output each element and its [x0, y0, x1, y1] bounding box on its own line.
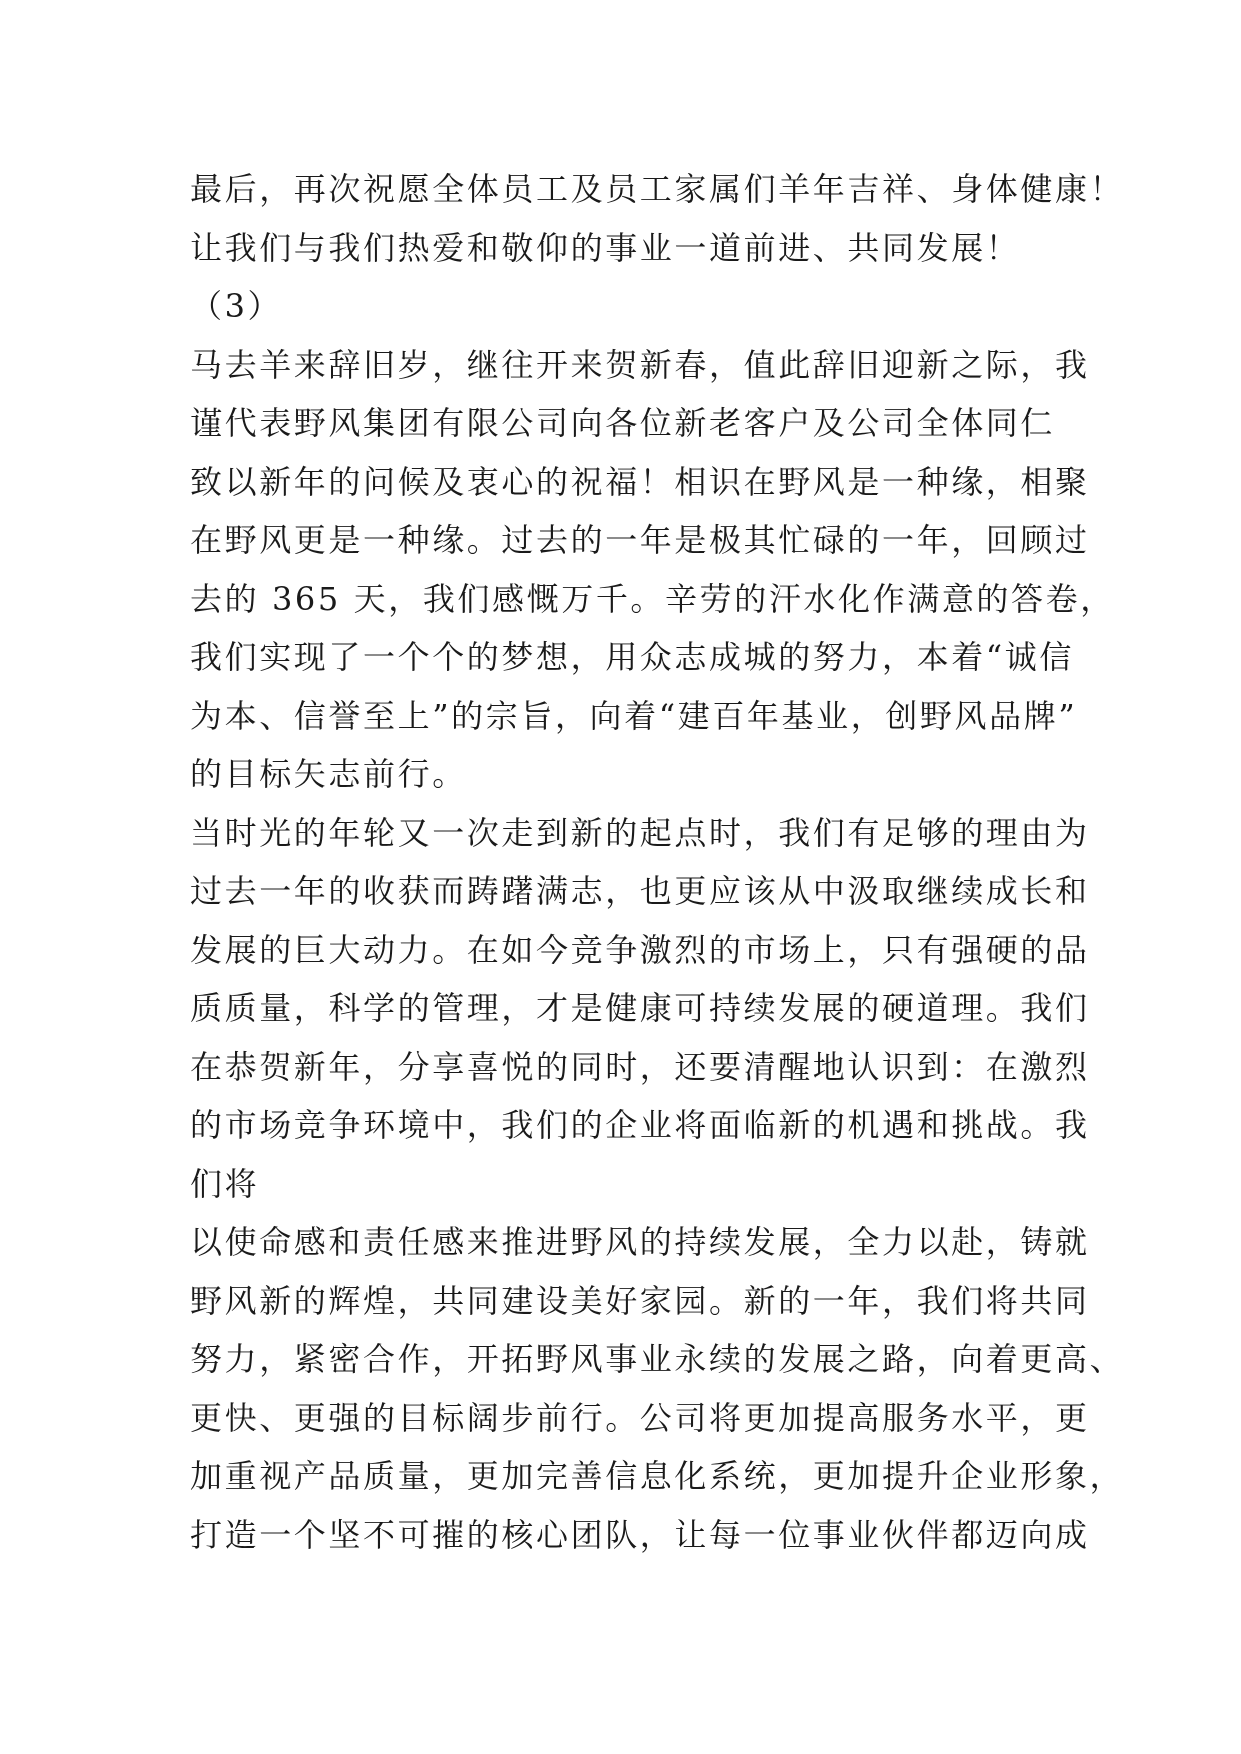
text-line: 加重视产品质量，更加完善信息化系统，更加提升企业形象，	[190, 1457, 1125, 1495]
text-line: 马去羊来辞旧岁，继往开来贺新春，值此辞旧迎新之际，我	[190, 345, 1090, 384]
text-line: 最后，再次祝愿全体员工及员工家属们羊年吉祥、身体健康！	[190, 170, 1125, 208]
text-line: 为本、信誉至上”的宗旨，向着“建百年基业，创野风品牌”	[190, 696, 1078, 735]
body-text	[190, 160, 1125, 1564]
text-line: 发展的巨大动力。在如今竞争激烈的市场上，只有强硬的品	[190, 930, 1090, 969]
section-number: （3）	[190, 287, 283, 325]
text-line: 过去一年的收获而踌躇满志，也更应该从中汲取继续成长和	[190, 872, 1090, 910]
text-line: 努力，紧密合作，开拓野风事业永续的发展之路，向着更高、	[190, 1340, 1125, 1378]
text-line: 们将	[190, 1164, 260, 1203]
text-line: 我们实现了一个个的梦想，用众志成城的努力，本着“诚信	[190, 638, 1074, 676]
text-line: 的目标矢志前行。	[190, 755, 467, 793]
text-line: 让我们与我们热爱和敬仰的事业一道前进、共同发展！	[190, 228, 1021, 267]
text-line: 在恭贺新年，分享喜悦的同时，还要清醒地认识到：在激烈	[190, 1047, 1090, 1086]
text-line: 野风新的辉煌，共同建设美好家园。新的一年，我们将共同	[190, 1281, 1090, 1320]
text-line: 更快、更强的目标阔步前行。公司将更加提高服务水平，更	[190, 1398, 1090, 1437]
text-line: 去的 365 天，我们感慨万千。辛劳的汗水化作满意的答卷，	[190, 579, 1115, 618]
text-line: 的市场竞争环境中，我们的企业将面临新的机遇和挑战。我	[190, 1106, 1090, 1144]
text-line: 当时光的年轮又一次走到新的起点时，我们有足够的理由为	[190, 813, 1090, 852]
text-line: 质质量，科学的管理，才是健康可持续发展的硬道理。我们	[190, 989, 1090, 1027]
text-line: 打造一个坚不可摧的核心团队，让每一位事业伙伴都迈向成	[190, 1515, 1090, 1554]
text-line: 谨代表野风集团有限公司向各位新老客户及公司全体同仁	[190, 404, 1056, 442]
text-line: 致以新年的问候及衷心的祝福！相识在野风是一种缘，相聚	[190, 462, 1090, 501]
text-line: 以使命感和责任感来推进野风的持续发展，全力以赴，铸就	[190, 1223, 1090, 1261]
text-line: 在野风更是一种缘。过去的一年是极其忙碌的一年，回顾过	[190, 521, 1090, 559]
